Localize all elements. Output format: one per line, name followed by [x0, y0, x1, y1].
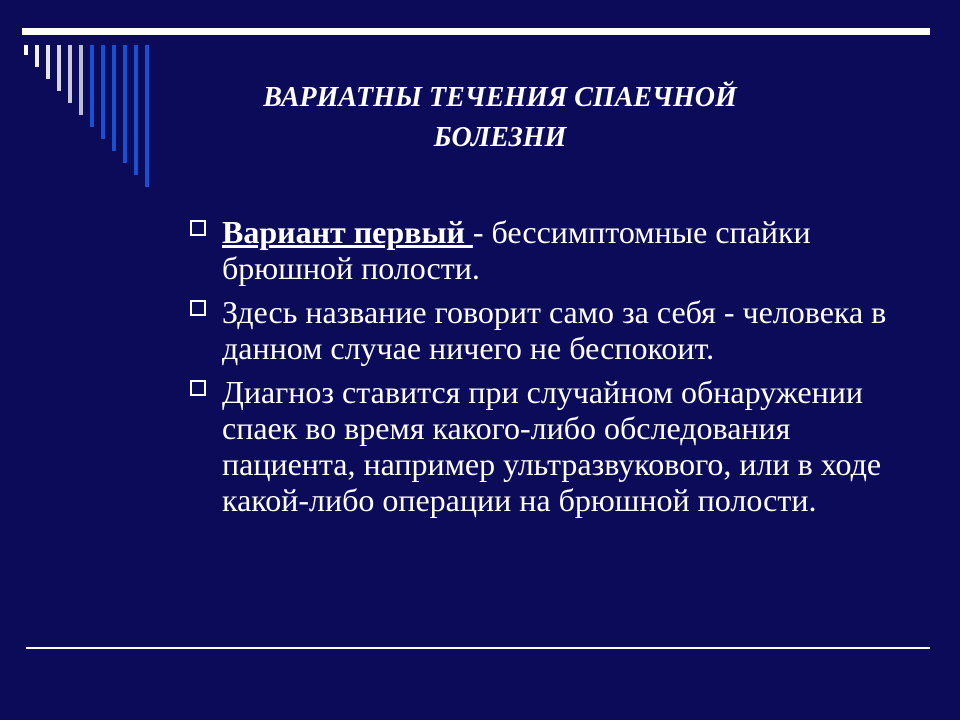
- bottom-rule: [26, 647, 930, 649]
- bullet-list: [188, 214, 908, 526]
- bullet-lead: Вариант первый: [222, 214, 473, 250]
- bullet-item: [188, 294, 908, 366]
- bullet-item: [188, 374, 908, 518]
- hollow-square-icon: [190, 300, 206, 316]
- hollow-square-icon: [190, 380, 206, 396]
- slide-title-line1: ВАРИАТНЫ ТЕЧЕНИЯ СПАЕЧНОЙ: [263, 82, 737, 113]
- bullet-text: - бессимптомные спайки брюшной полости.: [222, 214, 811, 286]
- slide-title: [200, 78, 800, 158]
- hollow-square-icon: [190, 220, 206, 236]
- bullet-text: Здесь название говорит само за себя - человека в данном случае ничего не беспокоит.: [222, 294, 887, 366]
- bullet-item: [188, 214, 908, 286]
- vertical-stripes-decoration: [0, 0, 200, 200]
- slide-title-line2: БОЛЕЗНИ: [433, 122, 567, 153]
- bullet-text: Диагноз ставится при случайном обнаружении спаек во время какого-либо обследования пациента, например ультразвукового, или в ходе какой-либо операции на брюшной полости.: [222, 374, 882, 518]
